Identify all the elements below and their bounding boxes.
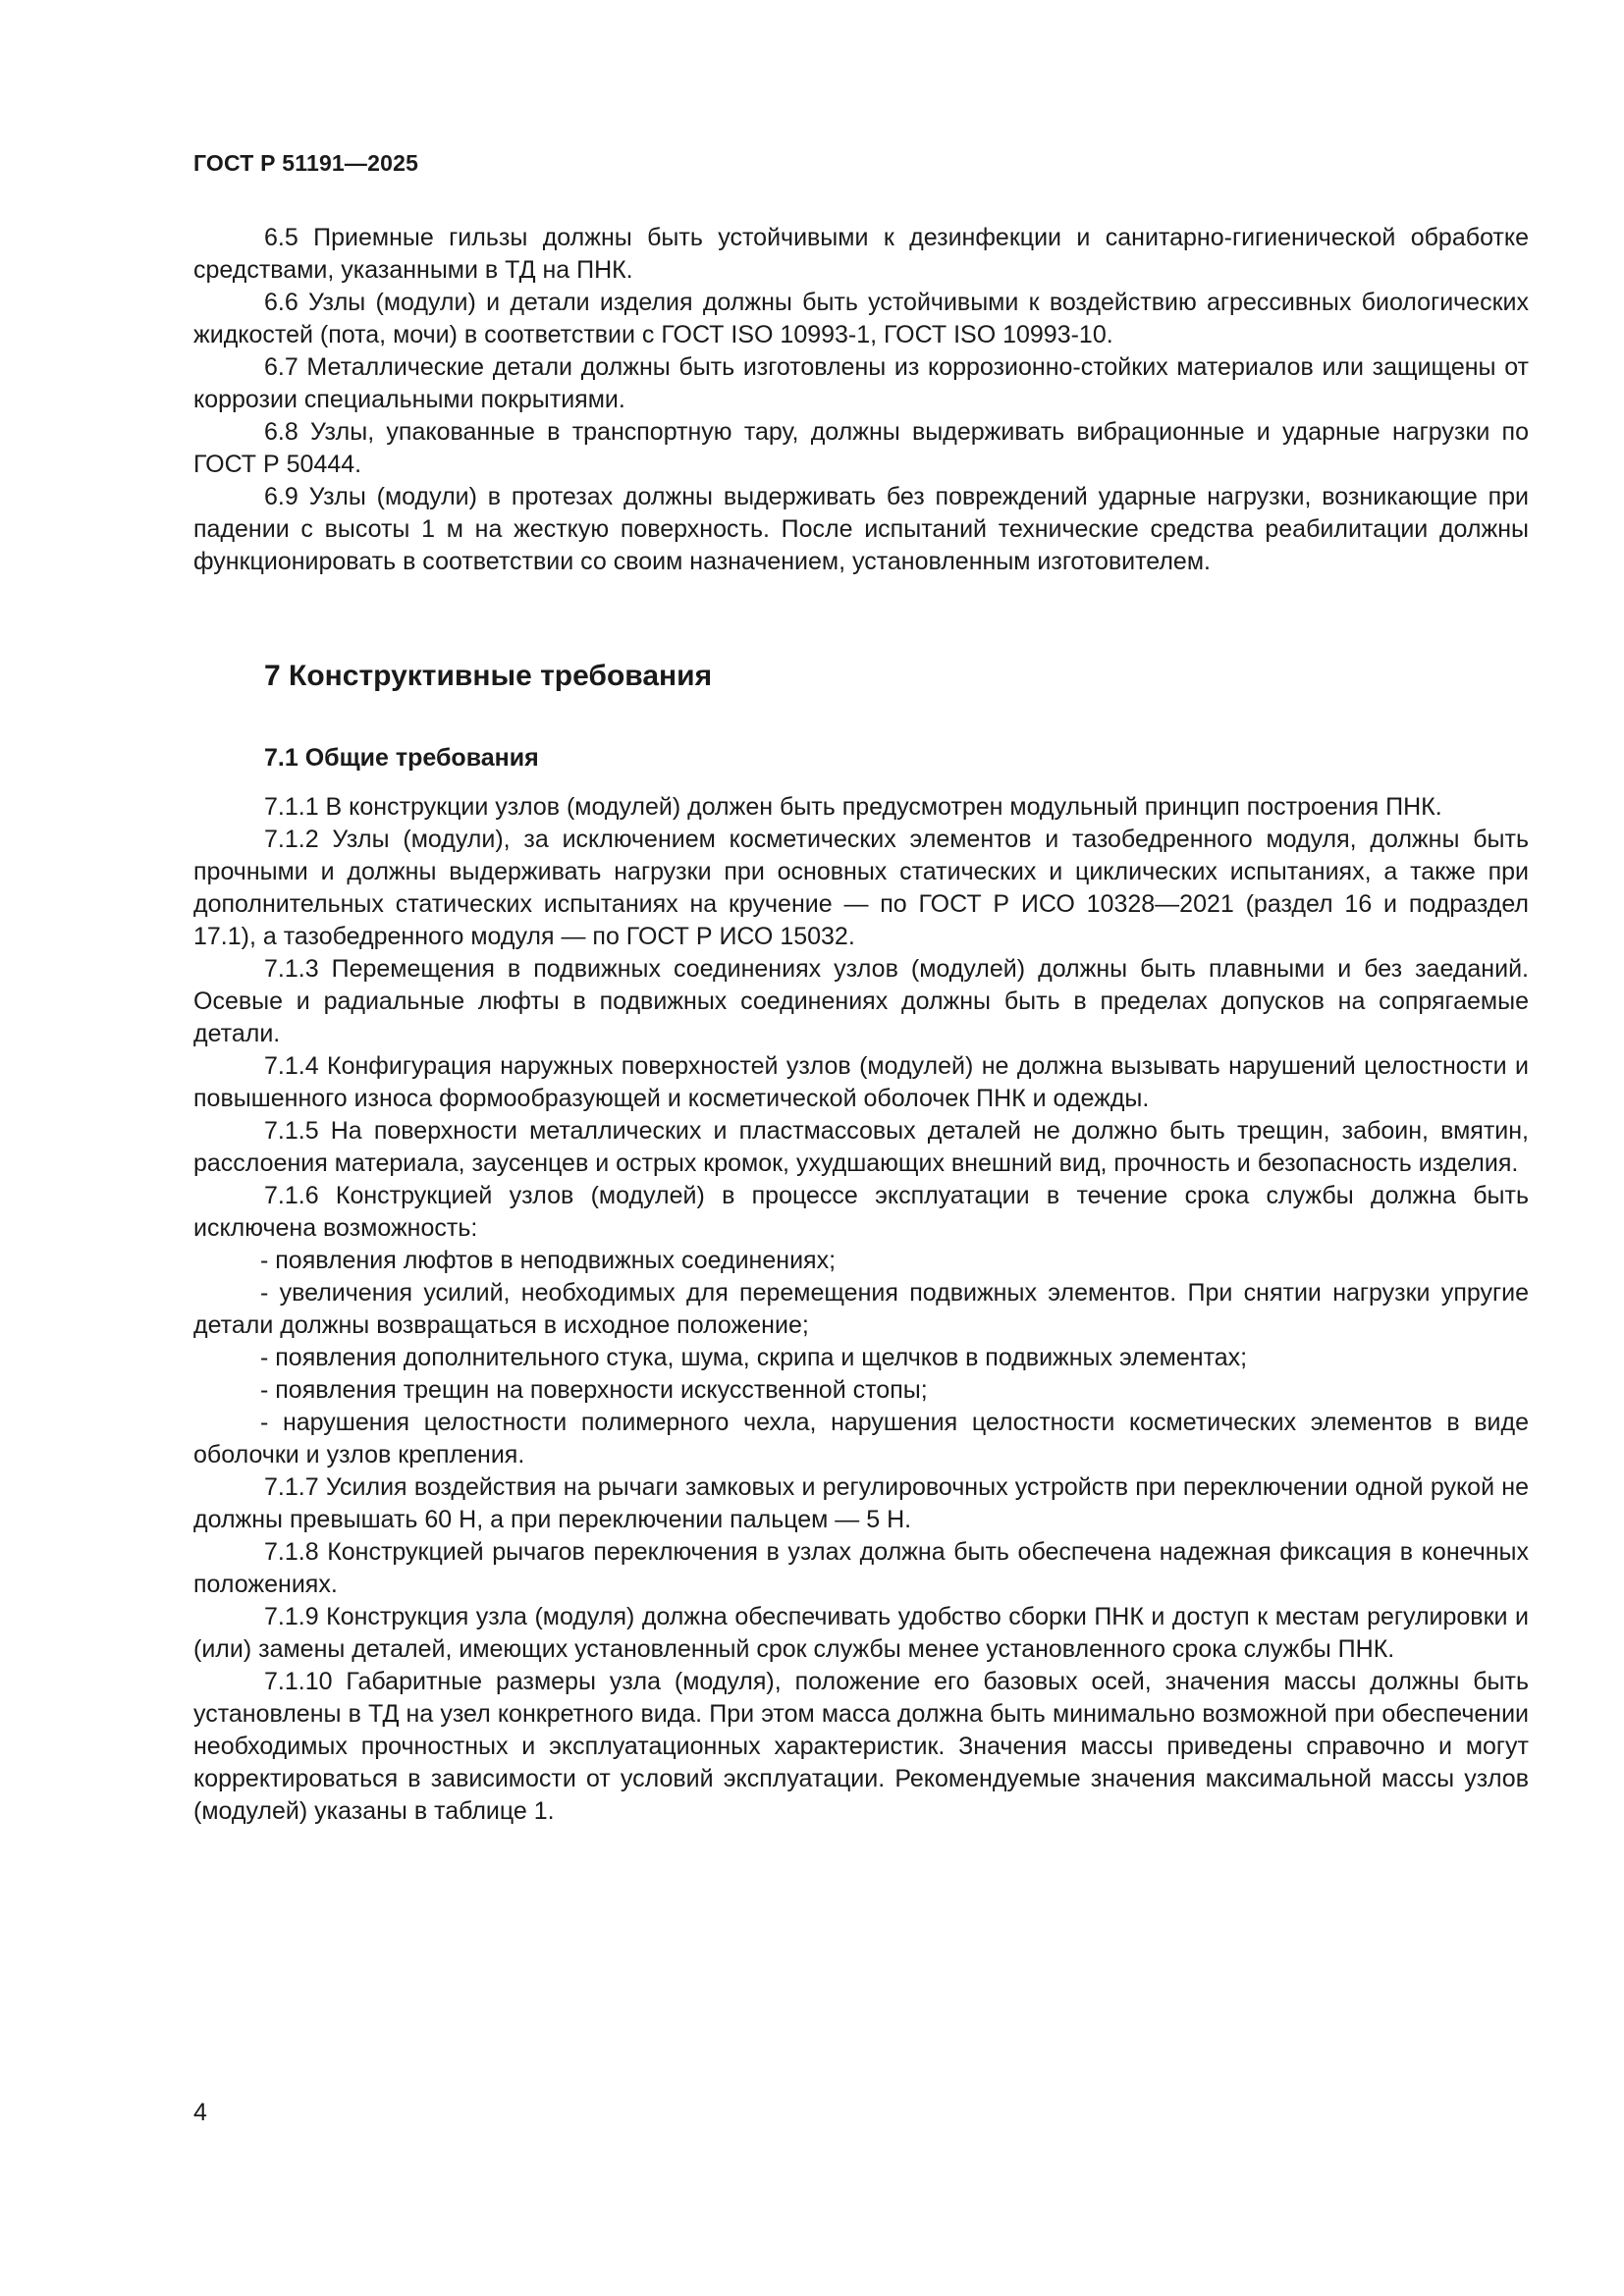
- list-item: - появления люфтов в неподвижных соединениях;: [260, 1247, 837, 1274]
- paragraph-6-9: 6.9 Узлы (модули) в протезах должны выдерживать без повреждений ударные нагрузки, возникающие при падении с высоты 1 м на жесткую поверхность. После испытаний технические средства реабилитации должны функционировать в соответствии со своим назначением, установленным изготовителем.: [193, 483, 1529, 575]
- paragraph-7-1-7: 7.1.7 Усилия воздействия на рычаги замковых и регулировочных устройств при переключении одной рукой не должны превышать 60 Н, а при переключении пальцем — 5 Н.: [193, 1473, 1529, 1533]
- paragraph-7-1-8: 7.1.8 Конструкцией рычагов переключения в узлах должна быть обеспечена надежная фиксация в конечных положениях.: [193, 1538, 1529, 1598]
- paragraph-7-1-5: 7.1.5 На поверхности металлических и пластмассовых деталей не должно быть трещин, забоин, вмятин, расслоения материала, заусенцев и острых кромок, ухудшающих внешний вид, прочность и безопасность изделия.: [193, 1117, 1529, 1177]
- section-6-body: [193, 222, 1529, 578]
- list-item: - появления дополнительного стука, шума, скрипа и щелчков в подвижных элементах;: [260, 1344, 1248, 1371]
- paragraph-7-1-2: 7.1.2 Узлы (модули), за исключением косметических элементов и тазобедренного модуля, должны быть прочными и должны выдерживать нагрузки при основных статических и циклических испытаниях, а также при дополнительных статических испытаниях на кручение — по ГОСТ Р ИСО 10328—2021 (раздел 16 и подраздел 17.1), а тазобедренного модуля — по ГОСТ Р ИСО 15032.: [193, 826, 1529, 950]
- paragraph-7-1-10: 7.1.10 Габаритные размеры узла (модуля), положение его базовых осей, значения массы должны быть установлены в ТД на узел конкретного вида. При этом масса должна быть минимально возможной при обеспечении необходимых прочностных и эксплуатационных характеристик. Значения массы приведены справочно и могут корректироваться в зависимости от условий эксплуатации. Рекомендуемые значения максимальной массы узлов (модулей) указаны в таблице 1.: [193, 1668, 1529, 1825]
- paragraph-6-5: 6.5 Приемные гильзы должны быть устойчивыми к дезинфекции и санитарно-гигиенической обработке средствами, указанными в ТД на ПНК.: [193, 224, 1529, 284]
- paragraph-7-1-3: 7.1.3 Перемещения в подвижных соединениях узлов (модулей) должны быть плавными и без заеданий. Осевые и радиальные люфты в подвижных соединениях должны быть в пределах допусков на сопрягаемые детали.: [193, 955, 1529, 1047]
- list-item: - увеличения усилий, необходимых для перемещения подвижных элементов. При снятии нагрузки упругие детали должны возвращаться в исходное положение;: [193, 1279, 1529, 1339]
- paragraph-6-6: 6.6 Узлы (модули) и детали изделия должны быть устойчивыми к воздействию агрессивных биологических жидкостей (пота, мочи) в соответствии с ГОСТ ISO 10993-1, ГОСТ ISO 10993-10.: [193, 289, 1529, 348]
- document-header: ГОСТ Р 51191—2025: [193, 150, 419, 176]
- paragraph-7-1-9: 7.1.9 Конструкция узла (модуля) должна обеспечивать удобство сборки ПНК и доступ к местам регулировки и (или) замены деталей, имеющих установленный срок службы менее установленного срока службы ПНК.: [193, 1603, 1529, 1663]
- page-number: 4: [193, 2099, 207, 2126]
- section-7-1-body: [193, 791, 1529, 1828]
- paragraph-6-8: 6.8 Узлы, упакованные в транспортную тару, должны выдерживать вибрационные и ударные нагрузки по ГОСТ Р 50444.: [193, 418, 1529, 478]
- paragraph-7-1-4: 7.1.4 Конфигурация наружных поверхностей узлов (модулей) не должна вызывать нарушений целостности и повышенного износа формообразующей и косметической оболочек ПНК и одежды.: [193, 1052, 1529, 1112]
- list-item: - появления трещин на поверхности искусственной стопы;: [260, 1376, 928, 1404]
- section-title: 7 Конструктивные требования: [264, 660, 713, 692]
- paragraph-7-1-6: 7.1.6 Конструкцией узлов (модулей) в процессе эксплуатации в течение срока службы должна быть исключена возможность:: [193, 1182, 1529, 1242]
- subsection-title: 7.1 Общие требования: [264, 744, 539, 772]
- paragraph-6-7: 6.7 Металлические детали должны быть изготовлены из коррозионно-стойких материалов или защищены от коррозии специальными покрытиями.: [193, 353, 1529, 413]
- paragraph-7-1-1: 7.1.1 В конструкции узлов (модулей) должен быть предусмотрен модульный принцип построения ПНК.: [264, 793, 1442, 821]
- list-item: - нарушения целостности полимерного чехла, нарушения целостности косметических элементов в виде оболочки и узлов крепления.: [193, 1409, 1529, 1468]
